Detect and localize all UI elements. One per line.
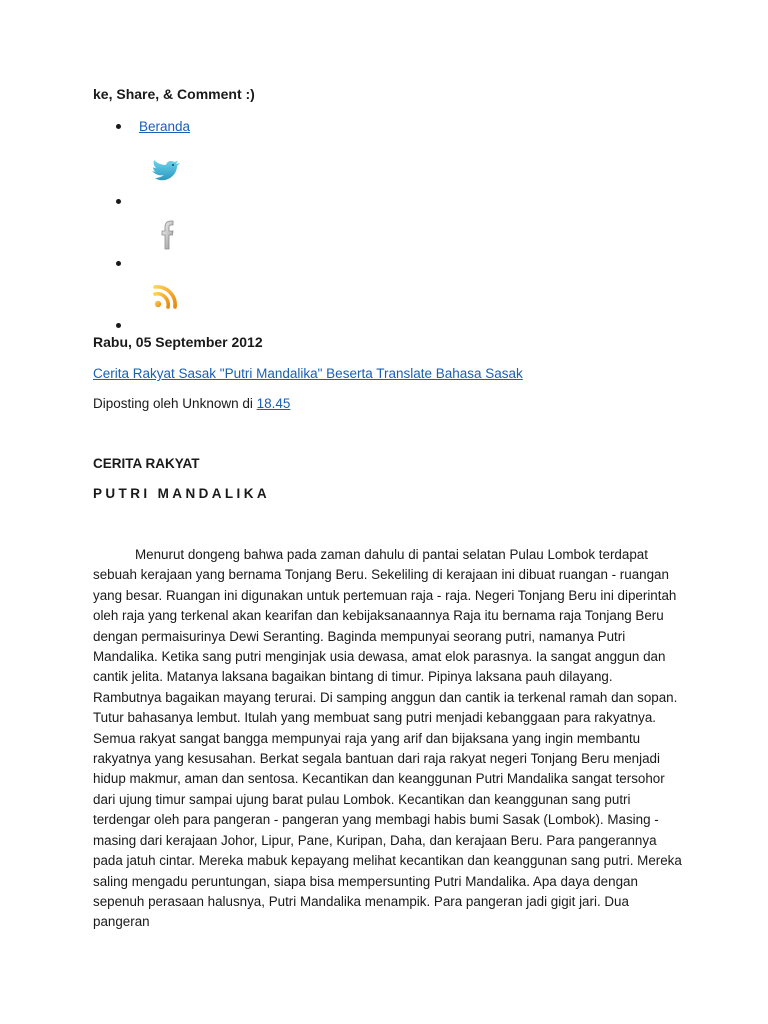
nav-list: [93, 112, 190, 328]
post-date: Rabu, 05 September 2012: [93, 334, 263, 350]
nav-item-facebook: [93, 204, 190, 266]
post-time-link[interactable]: 18.45: [256, 396, 291, 411]
post-title-link[interactable]: Cerita Rakyat Sasak "Putri Mandalika" Beserta Translate Bahasa Sasak: [93, 366, 523, 381]
story-category-heading: CERITA RAKYAT: [93, 456, 200, 471]
nav-item-rss: [93, 266, 190, 328]
nav-item-home: [93, 112, 190, 142]
rss-feed-icon[interactable]: [149, 280, 183, 314]
nav-item-twitter: [93, 142, 190, 204]
story-title-heading: PUTRI MANDALIKA: [93, 486, 270, 501]
facebook-icon[interactable]: [149, 218, 183, 252]
twitter-bird-icon[interactable]: [149, 156, 183, 190]
post-title: [93, 366, 523, 381]
posted-by-text: Diposting oleh Unknown di: [93, 396, 257, 411]
home-link[interactable]: Beranda: [139, 119, 191, 134]
post-meta: [93, 396, 290, 411]
share-prompt: ke, Share, & Comment :): [93, 86, 255, 102]
story-body: Menurut dongeng bahwa pada zaman dahulu di pantai selatan Pulau Lombok terdapat sebuah kerajaan yang bernama Tonjang Beru. Sekeliling di kerajaan ini dibuat ruangan - ruangan yang besar. Ruangan ini digunakan untuk pertemuan raja - raja. Negeri Tonjang Beru ini diperintah oleh raja yang terkenal akan kearifan dan kebijaksanaannya Raja itu bernama raja Tonjang Beru dengan permaisurinya Dewi Seranting. Baginda mempunyai seorang putri, namanya Putri Mandalika. Ketika sang putri menginjak usia dewasa, amat elok parasnya. Ia sangat anggun dan cantik jelita. Matanya laksana bagaikan bintang di timur. Pipinya laksana pauh dilayang. Rambutnya bagaikan mayang terurai. Di samping anggun dan cantik ia terkenal ramah dan sopan. Tutur bahasanya lembut. Itulah yang membuat sang putri menjadi kebanggaan para rakyatnya. Semua rakyat sangat bangga mempunyai raja yang arif dan bijaksana yang ingin membantu rakyatnya yang kesusahan. Berkat segala bantuan dari raja rakyat negeri Tonjang Beru menjadi hidup makmur, aman dan sentosa. Kecantikan dan keanggunan Putri Mandalika sangat tersohor dari ujung timur sampai ujung barat pulau Lombok. Kecantikan dan keanggunan sang putri terdengar oleh para pangeran - pangeran yang membagi habis bumi Sasak (Lombok). Masing - masing dari kerajaan Johor, Lipur, Pane, Kuripan, Daha, dan kerajaan Beru. Para pangerannya pada jatuh cintar. Mereka mabuk kepayang melihat kecantikan dan keanggunan sang putri. Mereka saling mengadu peruntungan, siapa bisa mempersunting Putri Mandalika. Apa daya dengan sepenuh perasaan halusnya, Putri Mandalika menampik. Para pangeran jadi gigit jari. Dua pangeran: [93, 547, 682, 930]
